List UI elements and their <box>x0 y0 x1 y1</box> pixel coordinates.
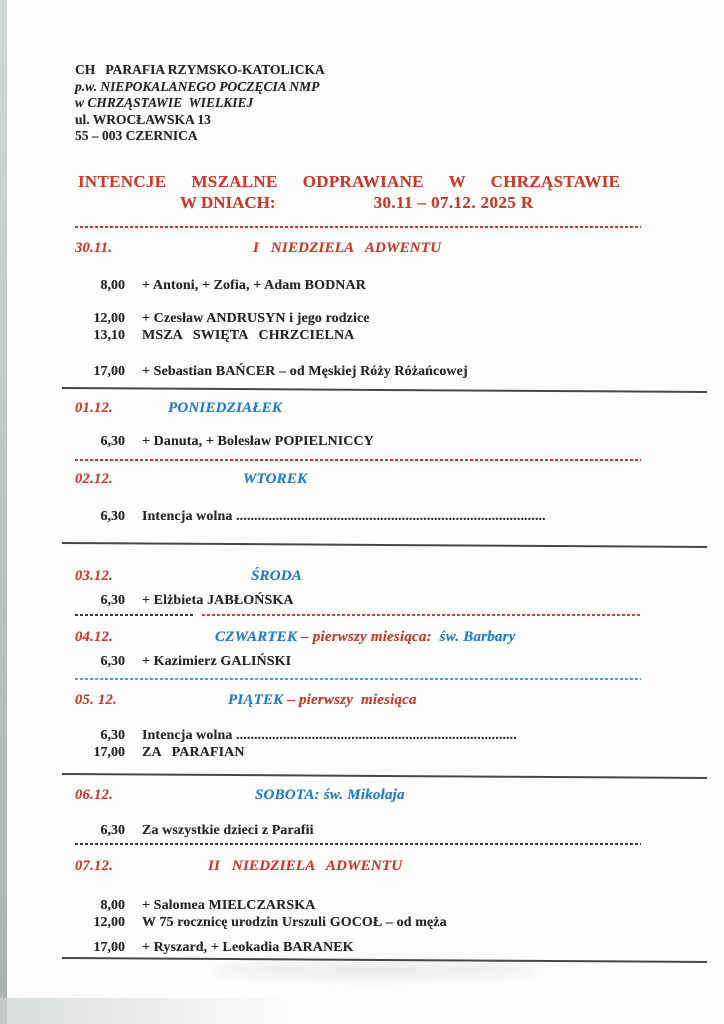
section-heading <box>165 567 302 586</box>
mass-intention: + Kazimierz GALIŃSKI <box>142 653 292 669</box>
parish-town-line: w CHRZĄSTAWIE WIELKIEJ <box>75 95 254 110</box>
parish-street-line: ul. WROCŁAWSKA 13 <box>75 111 211 127</box>
mass-intention: + Elżbieta JABŁOŃSKA <box>142 592 294 608</box>
mass-intention: Intencja wolna ...................................................................................... <box>142 508 546 524</box>
mass-intention: + Czesław ANDRUSYN i jego rodzice <box>142 310 370 326</box>
section-date: 04.12. <box>75 628 114 645</box>
divider-dashed-red <box>75 459 641 461</box>
mass-entry <box>75 592 641 609</box>
mass-time: 8,00 <box>100 897 125 913</box>
day-section-07-12 <box>75 857 641 959</box>
mass-entry <box>75 897 641 914</box>
mass-intention: MSZA SWIĘTA CHRZCIELNA <box>142 327 355 343</box>
day-section-30-11 <box>75 239 641 389</box>
mass-intention: + Ryszard, + Leokadia BARANEK <box>142 939 354 955</box>
parish-header <box>75 62 641 145</box>
title-dates-label: W DNIACH: <box>180 192 276 212</box>
mass-entry <box>75 939 641 956</box>
mass-entry <box>75 327 641 344</box>
mass-intention: + Sebastian BAŃCER – od Męskiej Róży Różańcowej <box>142 363 468 379</box>
mass-entry <box>75 363 641 380</box>
mass-intention: Za wszystkie dzieci z Parafii <box>142 822 314 838</box>
section-heading <box>165 857 402 876</box>
parish-patron-line: p.w. NIEPOKALANEGO POCZĘCIA NMP <box>75 78 320 94</box>
section-heading-text: – pierwszy miesiąca <box>287 691 417 708</box>
day-section-02-12 <box>75 470 641 544</box>
section-heading <box>165 628 516 647</box>
mass-entry <box>75 653 641 670</box>
mass-time: 17,00 <box>93 744 125 760</box>
section-heading <box>165 786 405 805</box>
mass-intention: + Danuta, + Bolesław POPIELNICCY <box>142 433 374 449</box>
section-heading-text: II NIEDZIELA ADWENTU <box>208 857 403 874</box>
section-date: 30.11. <box>75 239 113 256</box>
day-section-04-12 <box>75 628 641 680</box>
document-title <box>75 171 641 213</box>
scan-corner-artifact <box>0 998 300 1024</box>
mass-intention: ZA PARAFIAN <box>142 744 245 760</box>
mass-entry <box>75 822 641 839</box>
section-date: 05. 12. <box>75 691 117 708</box>
day-section-03-12 <box>75 567 641 616</box>
mass-entry <box>75 727 641 744</box>
mass-intention: Intencja wolna .............................................................................. <box>142 727 517 743</box>
divider-solid <box>62 387 707 393</box>
divider-dashed-cyan <box>75 678 641 680</box>
section-heading-text: WTOREK <box>243 470 308 487</box>
mass-intention: W 75 rocznicę urodzin Urszuli GOCOŁ – od męża <box>142 914 447 930</box>
mass-time: 6,30 <box>100 508 125 524</box>
mass-entry <box>75 508 641 525</box>
mass-intention: + Salomea MIELCZARSKA <box>142 897 316 913</box>
divider-dashed-mixed <box>75 614 641 616</box>
parish-postcode-line: 55 – 003 CZERNICA <box>75 128 198 143</box>
section-date: 07.12. <box>75 857 114 874</box>
section-date: 06.12. <box>75 786 114 803</box>
section-date: 01.12. <box>75 399 114 416</box>
section-heading-text: I NIEDZIELA ADWENTU <box>253 239 442 256</box>
scan-edge-artifact <box>0 0 7 1024</box>
mass-time: 6,30 <box>100 592 125 608</box>
mass-intention: + Antoni, + Zofia, + Adam BODNAR <box>142 277 366 293</box>
section-heading-text: PONIEDZIAŁEK <box>168 399 283 416</box>
section-heading <box>165 239 441 258</box>
day-section-05-12 <box>75 691 641 775</box>
mass-time: 8,00 <box>100 277 125 293</box>
section-heading <box>165 691 417 710</box>
section-heading <box>165 399 282 418</box>
mass-entry <box>75 914 641 931</box>
document-content <box>75 62 641 959</box>
mass-time: 6,30 <box>100 727 125 743</box>
section-date: 02.12. <box>75 470 114 487</box>
section-heading-text: św. Barbary <box>431 628 516 645</box>
mass-entry <box>75 277 641 294</box>
mass-time: 17,00 <box>93 939 125 955</box>
mass-time: 13,10 <box>93 327 125 343</box>
scan-smudge-artifact <box>210 962 540 978</box>
section-heading-text: PIĄTEK <box>228 691 288 708</box>
divider-segment-red <box>202 614 641 616</box>
mass-time: 6,30 <box>100 822 125 838</box>
section-heading-text: ŚRODA <box>251 567 303 584</box>
title-line1: INTENCJE MSZALNE ODPRAWIANE W CHRZĄSTAWIE <box>78 171 621 191</box>
mass-entry <box>75 744 641 761</box>
section-heading <box>165 470 307 489</box>
section-heading-text: SOBOTA: św. Mikołaja <box>255 786 405 803</box>
day-section-01-12 <box>75 399 641 461</box>
section-date: 03.12. <box>75 567 114 584</box>
mass-entry <box>75 433 641 450</box>
mass-time: 12,00 <box>93 310 125 326</box>
divider-dashed-red <box>75 226 641 228</box>
mass-time: 6,30 <box>100 653 125 669</box>
title-dates-range: 30.11 – 07.12. 2025 R <box>373 192 534 212</box>
mass-time: 12,00 <box>93 914 125 930</box>
section-heading-text: – pierwszy miesiąca: <box>301 628 432 645</box>
divider-solid <box>62 542 707 548</box>
divider-solid <box>62 773 707 779</box>
parish-name-line: CH PARAFIA RZYMSKO-KATOLICKA <box>75 62 325 77</box>
mass-entry <box>75 310 641 327</box>
mass-time: 6,30 <box>100 433 125 449</box>
divider-segment-black <box>75 614 193 616</box>
day-section-06-12 <box>75 786 641 845</box>
mass-time: 17,00 <box>93 363 125 379</box>
divider-dashed-black <box>75 843 641 845</box>
section-heading-text: CZWARTEK <box>215 628 302 645</box>
title-line2 <box>75 192 641 213</box>
